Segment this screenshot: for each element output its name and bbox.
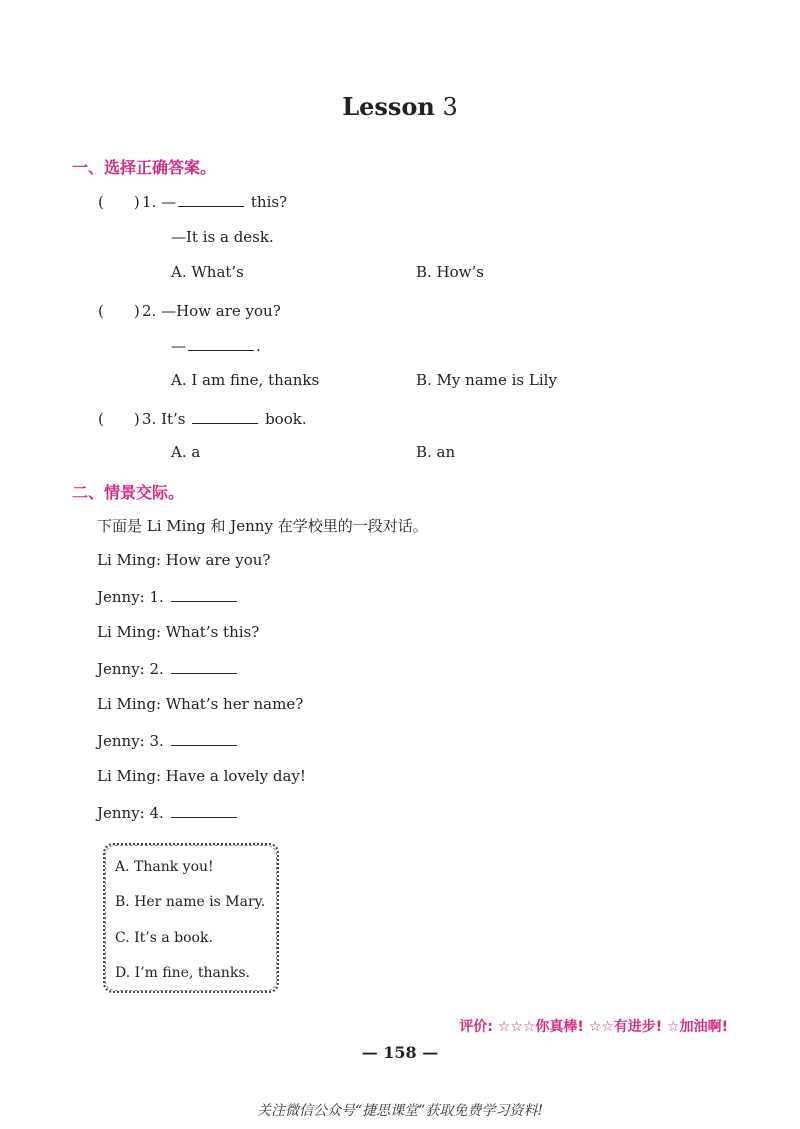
q2-response-post: .: [256, 337, 261, 355]
q3-option-b: B. an: [416, 443, 456, 461]
dialog-line: [97, 659, 239, 678]
q1-response: —It is a desk.: [171, 228, 274, 246]
section-one-heading: 一、选择正确答案。: [72, 158, 217, 177]
dialog-line: Li Ming: How are you?: [97, 551, 271, 569]
footer-note: 关注微信公众号“捷思课堂”获取免费学习资料!: [257, 1103, 543, 1119]
option-item: B. Her name is Mary.: [115, 894, 266, 910]
dialog-line: [97, 587, 239, 606]
answer-blank[interactable]: [171, 659, 237, 674]
question-1: [98, 191, 287, 212]
dialog-line: [97, 731, 239, 750]
dialog-intro: 下面是 Li Ming 和 Jenny 在学校里的一段对话。: [97, 517, 428, 535]
answer-blank[interactable]: [188, 336, 254, 351]
page-number: — 158 —: [361, 1043, 439, 1062]
answer-blank[interactable]: [171, 731, 237, 746]
q1-option-b: B. How’s: [416, 263, 484, 281]
q1-option-a: A. What’s: [171, 263, 244, 281]
dialog-text: Jenny: 3.: [97, 732, 164, 750]
page-title: [0, 92, 800, 121]
question-2: [98, 300, 281, 321]
options-box: [103, 843, 279, 993]
q1-prompt-post: this?: [250, 193, 288, 211]
q2-prompt: 2. —How are you?: [142, 302, 281, 320]
dialog-line: Li Ming: What’s her name?: [97, 695, 304, 713]
answer-paren: ( ): [98, 410, 140, 428]
dialog-text: Jenny: 4.: [97, 804, 164, 822]
section-two-heading: 二、情景交际。: [72, 483, 185, 502]
answer-blank[interactable]: [178, 192, 244, 207]
q2-response: [171, 336, 261, 355]
title-word: Lesson: [342, 92, 435, 121]
dialog-line: [97, 803, 239, 822]
dialog-text: Jenny: 1.: [97, 588, 164, 606]
option-item: C. It’s a book.: [115, 930, 213, 946]
answer-blank[interactable]: [171, 587, 237, 602]
option-item: D. I’m fine, thanks.: [115, 965, 250, 981]
dialog-text: Jenny: 2.: [97, 660, 164, 678]
option-item: A. Thank you!: [115, 859, 214, 875]
dialog-line: Li Ming: What’s this?: [97, 623, 260, 641]
answer-paren: ( ): [98, 302, 140, 320]
q3-prompt-pre: 3. It’s: [142, 410, 186, 428]
q3-option-a: A. a: [171, 443, 201, 461]
q2-option-b: B. My name is Lily: [416, 371, 557, 389]
q2-response-pre: —: [171, 337, 186, 355]
title-number: 3: [442, 93, 458, 121]
dialog-line: Li Ming: Have a lovely day!: [97, 767, 306, 785]
q2-option-a: A. I am fine, thanks: [171, 371, 320, 389]
q3-prompt-post: book.: [265, 410, 307, 428]
q1-prompt-pre: 1. —: [142, 193, 177, 211]
rating-line: 评价: ☆☆☆你真棒! ☆☆有进步! ☆加油啊!: [459, 1019, 728, 1035]
answer-blank[interactable]: [171, 803, 237, 818]
question-3: [98, 408, 307, 429]
answer-blank[interactable]: [192, 409, 258, 424]
answer-paren: ( ): [98, 193, 140, 211]
